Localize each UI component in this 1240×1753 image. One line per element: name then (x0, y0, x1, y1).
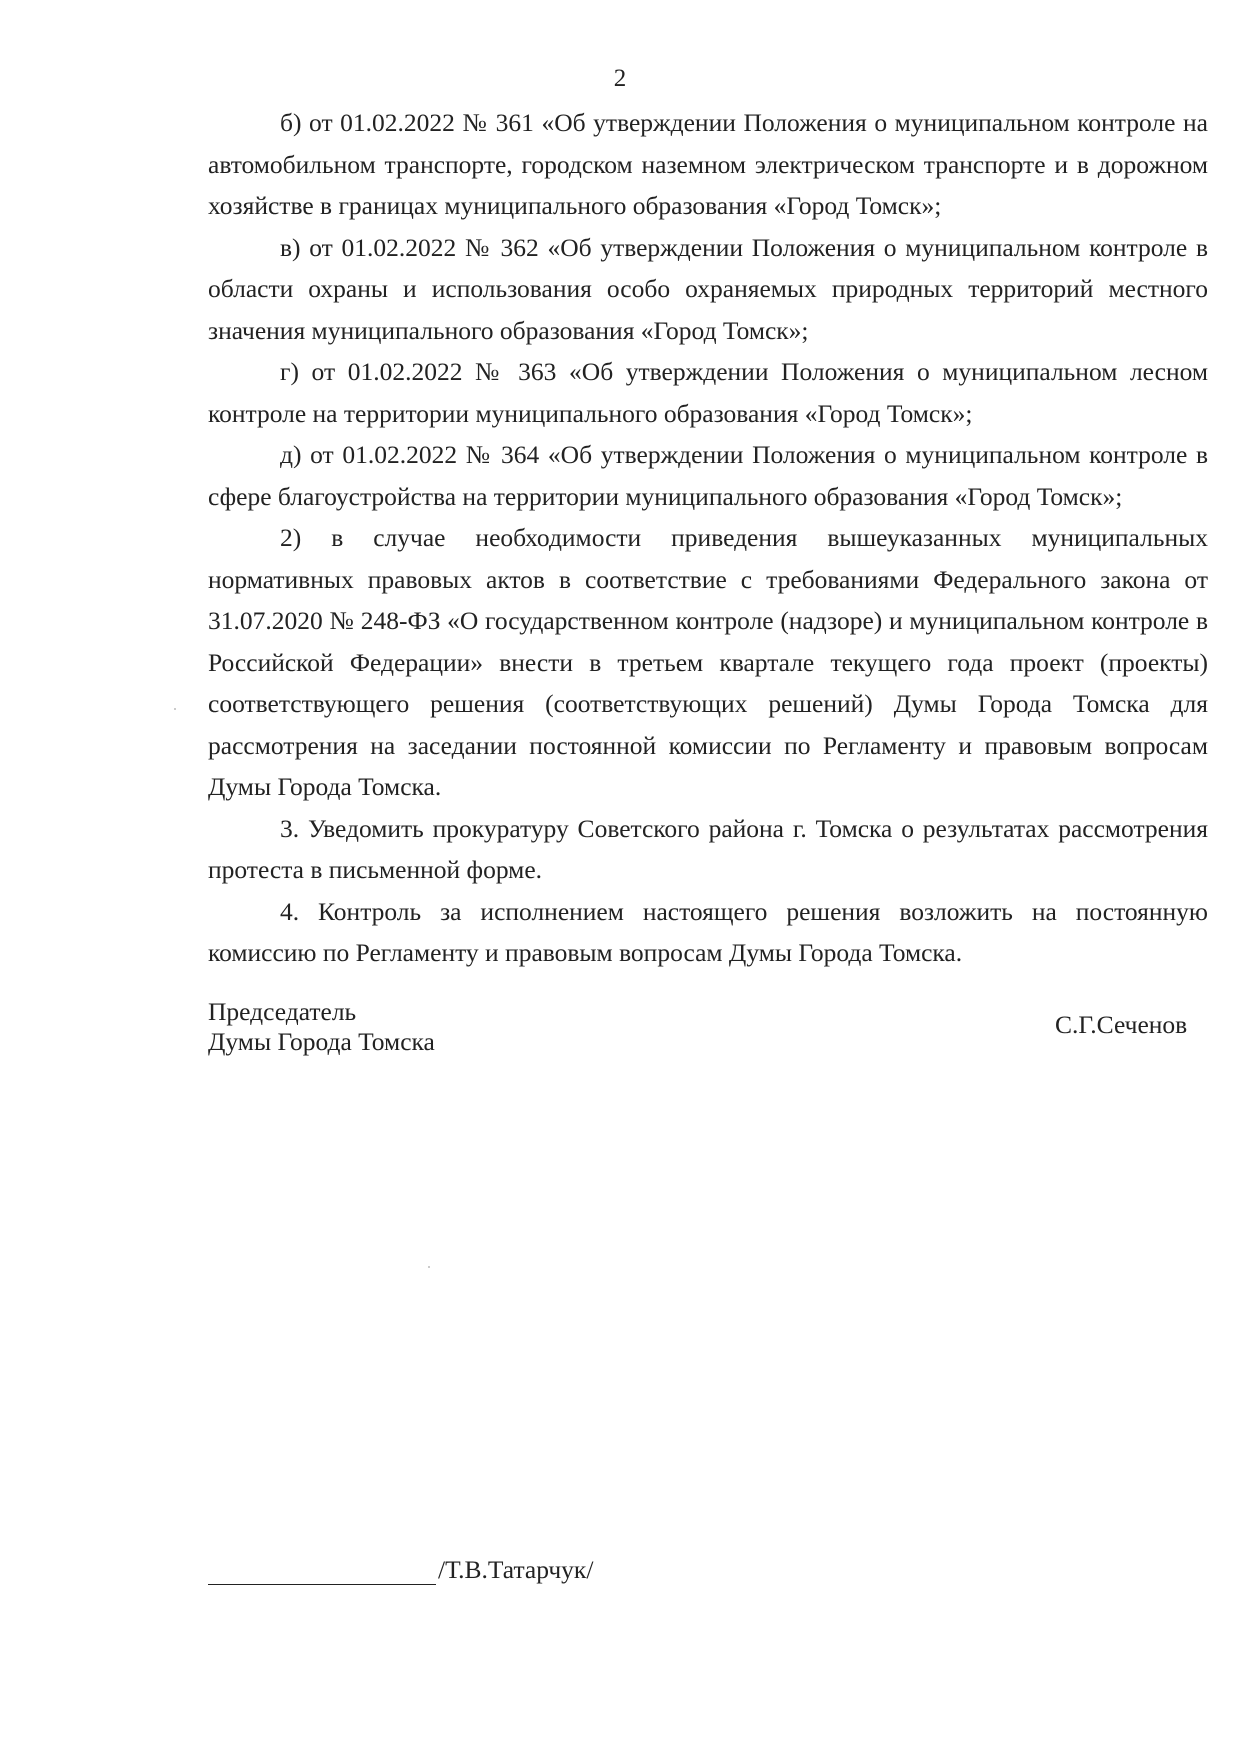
document-body (208, 102, 1208, 974)
paragraph-point-2: 2) в случае необходимости приведения вышеуказанных муниципальных нормативных правовых актов в соответствие с требованиями Федерального закона от 31.07.2020 № 248-ФЗ «О государственном контроле (надзоре) и муниципальном контроле в Российской Федерации» внести в третьем квартале текущего года проект (проекты) соответствующего решения (соответствующих решений) Думы Города Томска для рассмотрения на заседании постоянной комиссии по Регламенту и правовым вопросам Думы Города Томска. (208, 523, 1208, 801)
signatory-name: С.Г.Сеченов (1055, 1010, 1188, 1039)
signatory-position-line1: Председатель (208, 997, 357, 1026)
copy-signature-line (208, 1555, 593, 1585)
paragraph-item-d: д) от 01.02.2022 № 364 «Об утверждении Положения о муниципальном контроле в сфере благоустройства на территории муниципального образования «Город Томск»; (208, 440, 1208, 511)
page-number: 2 (613, 65, 627, 92)
paragraph-item-g: г) от 01.02.2022 № 363 «Об утверждении Положения о муниципальном лесном контроле на территории муниципального образования «Город Томск»; (208, 357, 1208, 428)
signature-blank-line (208, 1560, 436, 1585)
paragraph-section-3: 3. Уведомить прокуратуру Советского района г. Томска о результатах рассмотрения протеста в письменной форме. (208, 813, 1208, 884)
signatory-position (208, 997, 435, 1057)
paragraph-item-v: в) от 01.02.2022 № 362 «Об утверждении Положения о муниципальном контроле в области охраны и использования особо охраняемых природных территорий местного значения муниципального образования «Город Томск»; (208, 232, 1208, 345)
copy-signatory-name: /Т.В.Татарчук/ (438, 1555, 594, 1584)
scan-speck (174, 708, 176, 710)
paragraph-section-4: 4. Контроль за исполнением настоящего решения возложить на постоянную комиссию по Регламенту и правовым вопросам Думы Города Томска. (208, 896, 1208, 967)
paragraph-item-b: б) от 01.02.2022 № 361 «Об утверждении Положения о муниципальном контроле на автомобильном транспорте, городском наземном электрическом транспорте и в дорожном хозяйстве в границах муниципального образования «Город Томск»; (208, 108, 1208, 220)
scan-speck (428, 1266, 430, 1268)
signatory-position-line2: Думы Города Томска (208, 1027, 435, 1056)
